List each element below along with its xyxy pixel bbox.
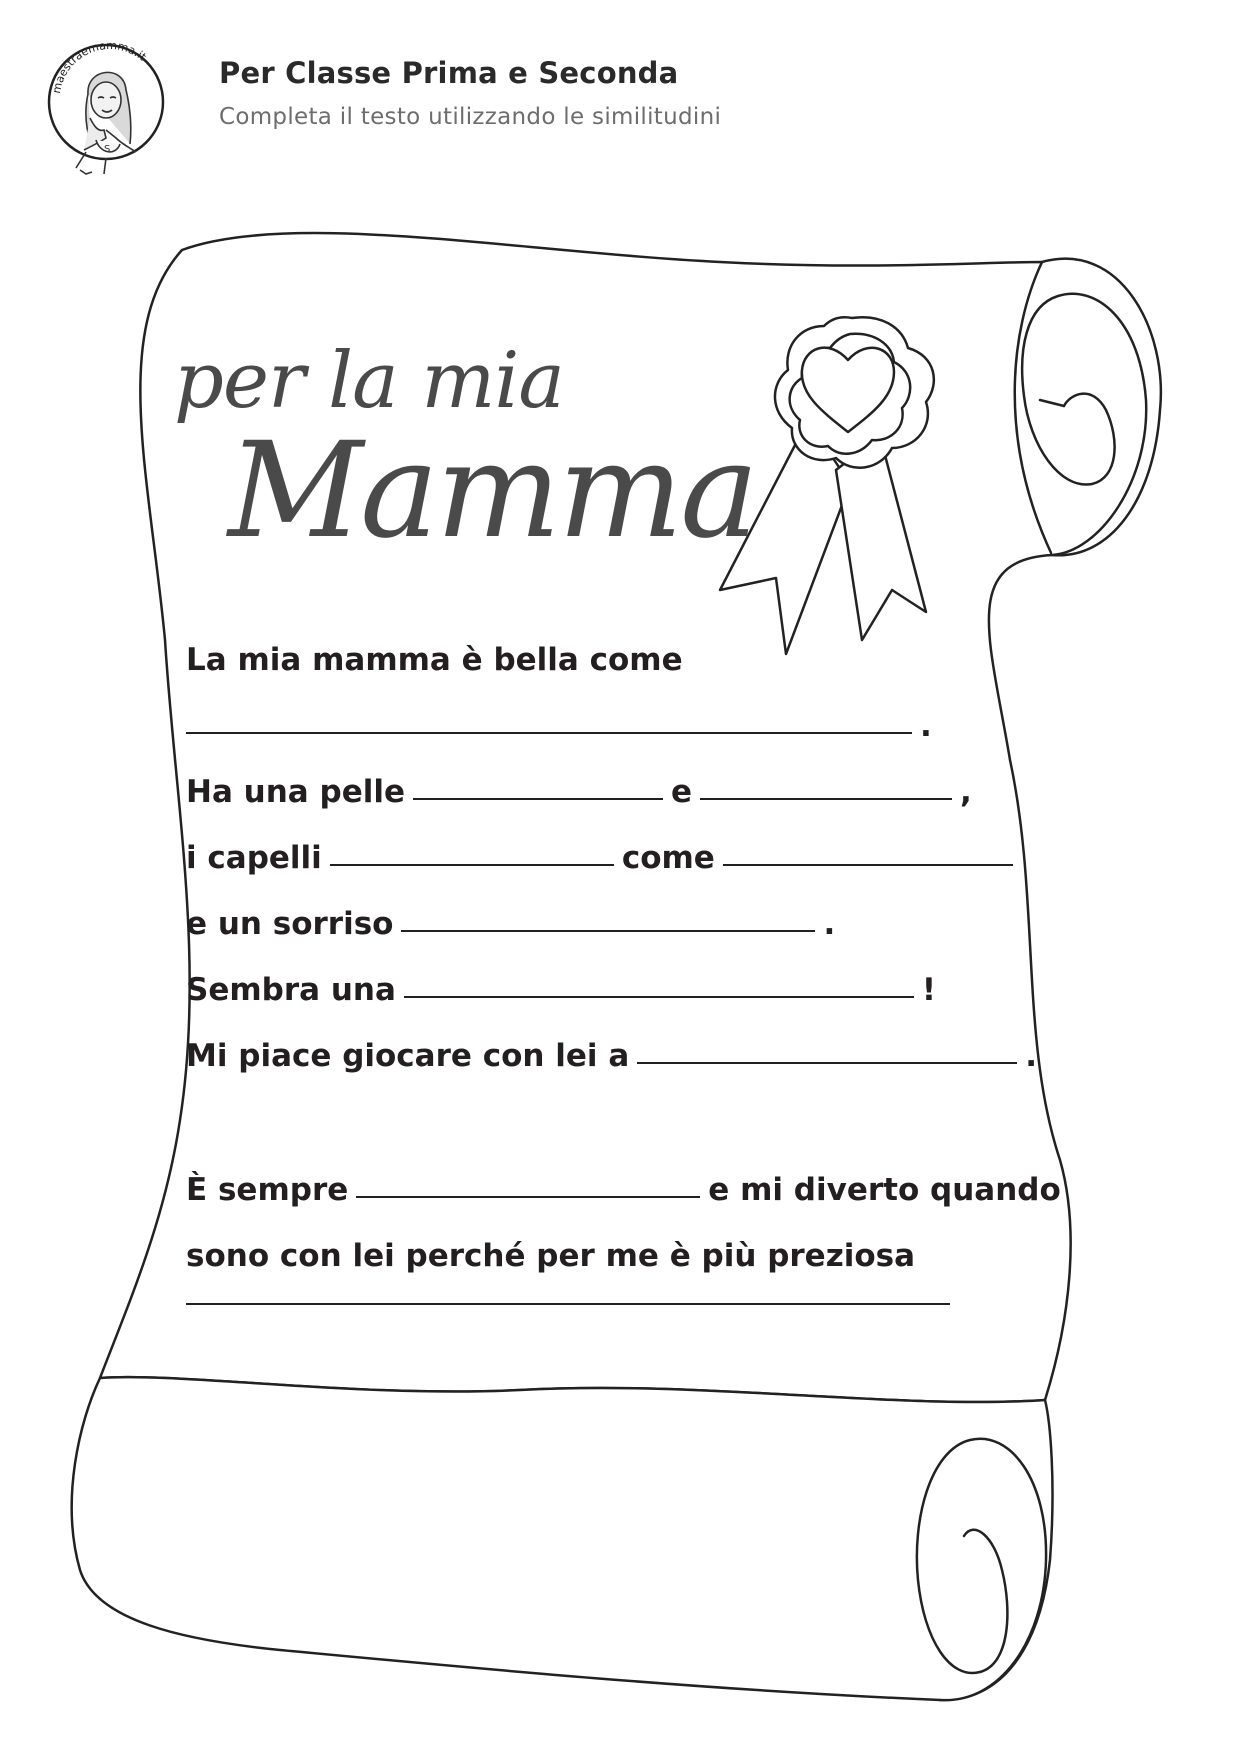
sentence-8-text-b: e mi diverto quando: [708, 1172, 1061, 1208]
sentence-5-end: .: [823, 906, 836, 942]
sentence-9-text: sono con lei perché per me è più preziosa: [186, 1238, 916, 1274]
sentence-6-end: !: [921, 972, 937, 1008]
answer-blank[interactable]: [356, 1195, 700, 1198]
sentence-3: [186, 774, 972, 810]
sentence-6-text-a: Sembra una: [186, 972, 396, 1008]
scroll-title-line1: per la mia: [174, 336, 564, 426]
sentence-1: [186, 642, 683, 678]
sentence-2-end: .: [920, 708, 932, 744]
sentence-7: [186, 1038, 1037, 1074]
sentence-8-text-a: È sempre: [186, 1172, 349, 1208]
answer-blank[interactable]: [401, 929, 815, 932]
header-subtitle: Completa il testo utilizzando le similitudini: [219, 104, 722, 130]
sentence-4-text-b: come: [621, 840, 715, 876]
answer-blank[interactable]: [330, 863, 614, 866]
svg-text:S: S: [104, 144, 111, 155]
answer-blank[interactable]: [186, 1302, 950, 1305]
answer-blank[interactable]: [723, 863, 1013, 866]
sentence-10: [186, 1304, 958, 1307]
sentence-2: [186, 708, 932, 744]
sentence-9: [186, 1238, 915, 1274]
sentence-6: [186, 972, 936, 1008]
answer-blank[interactable]: [637, 1061, 1017, 1064]
sentence-3-text-a: Ha una pelle: [186, 774, 405, 810]
sentence-1-text: La mia mamma è bella come: [186, 642, 683, 678]
sentence-5-text-a: e un sorriso: [186, 906, 394, 942]
sentence-8: [186, 1172, 1061, 1208]
sentence-3-end: ,: [960, 774, 972, 810]
scroll-bottom-roll: [72, 1377, 1053, 1700]
sentence-7-text-a: Mi piace giocare con lei a: [186, 1038, 630, 1074]
logo-text: maestraemamma.it: [49, 38, 149, 95]
sentence-4-text-a: i capelli: [186, 840, 322, 876]
header-title: Per Classe Prima e Seconda: [219, 56, 679, 90]
answer-blank[interactable]: [404, 995, 914, 998]
answer-blank[interactable]: [413, 797, 663, 800]
answer-blank[interactable]: [700, 797, 952, 800]
sentence-7-end: .: [1025, 1038, 1038, 1074]
sentence-3-text-b: e: [671, 774, 693, 810]
sentence-4: [186, 840, 1021, 876]
scroll-title-line2: Mamma: [228, 414, 756, 568]
answer-blank[interactable]: [186, 731, 912, 734]
sentence-5: [186, 906, 835, 942]
